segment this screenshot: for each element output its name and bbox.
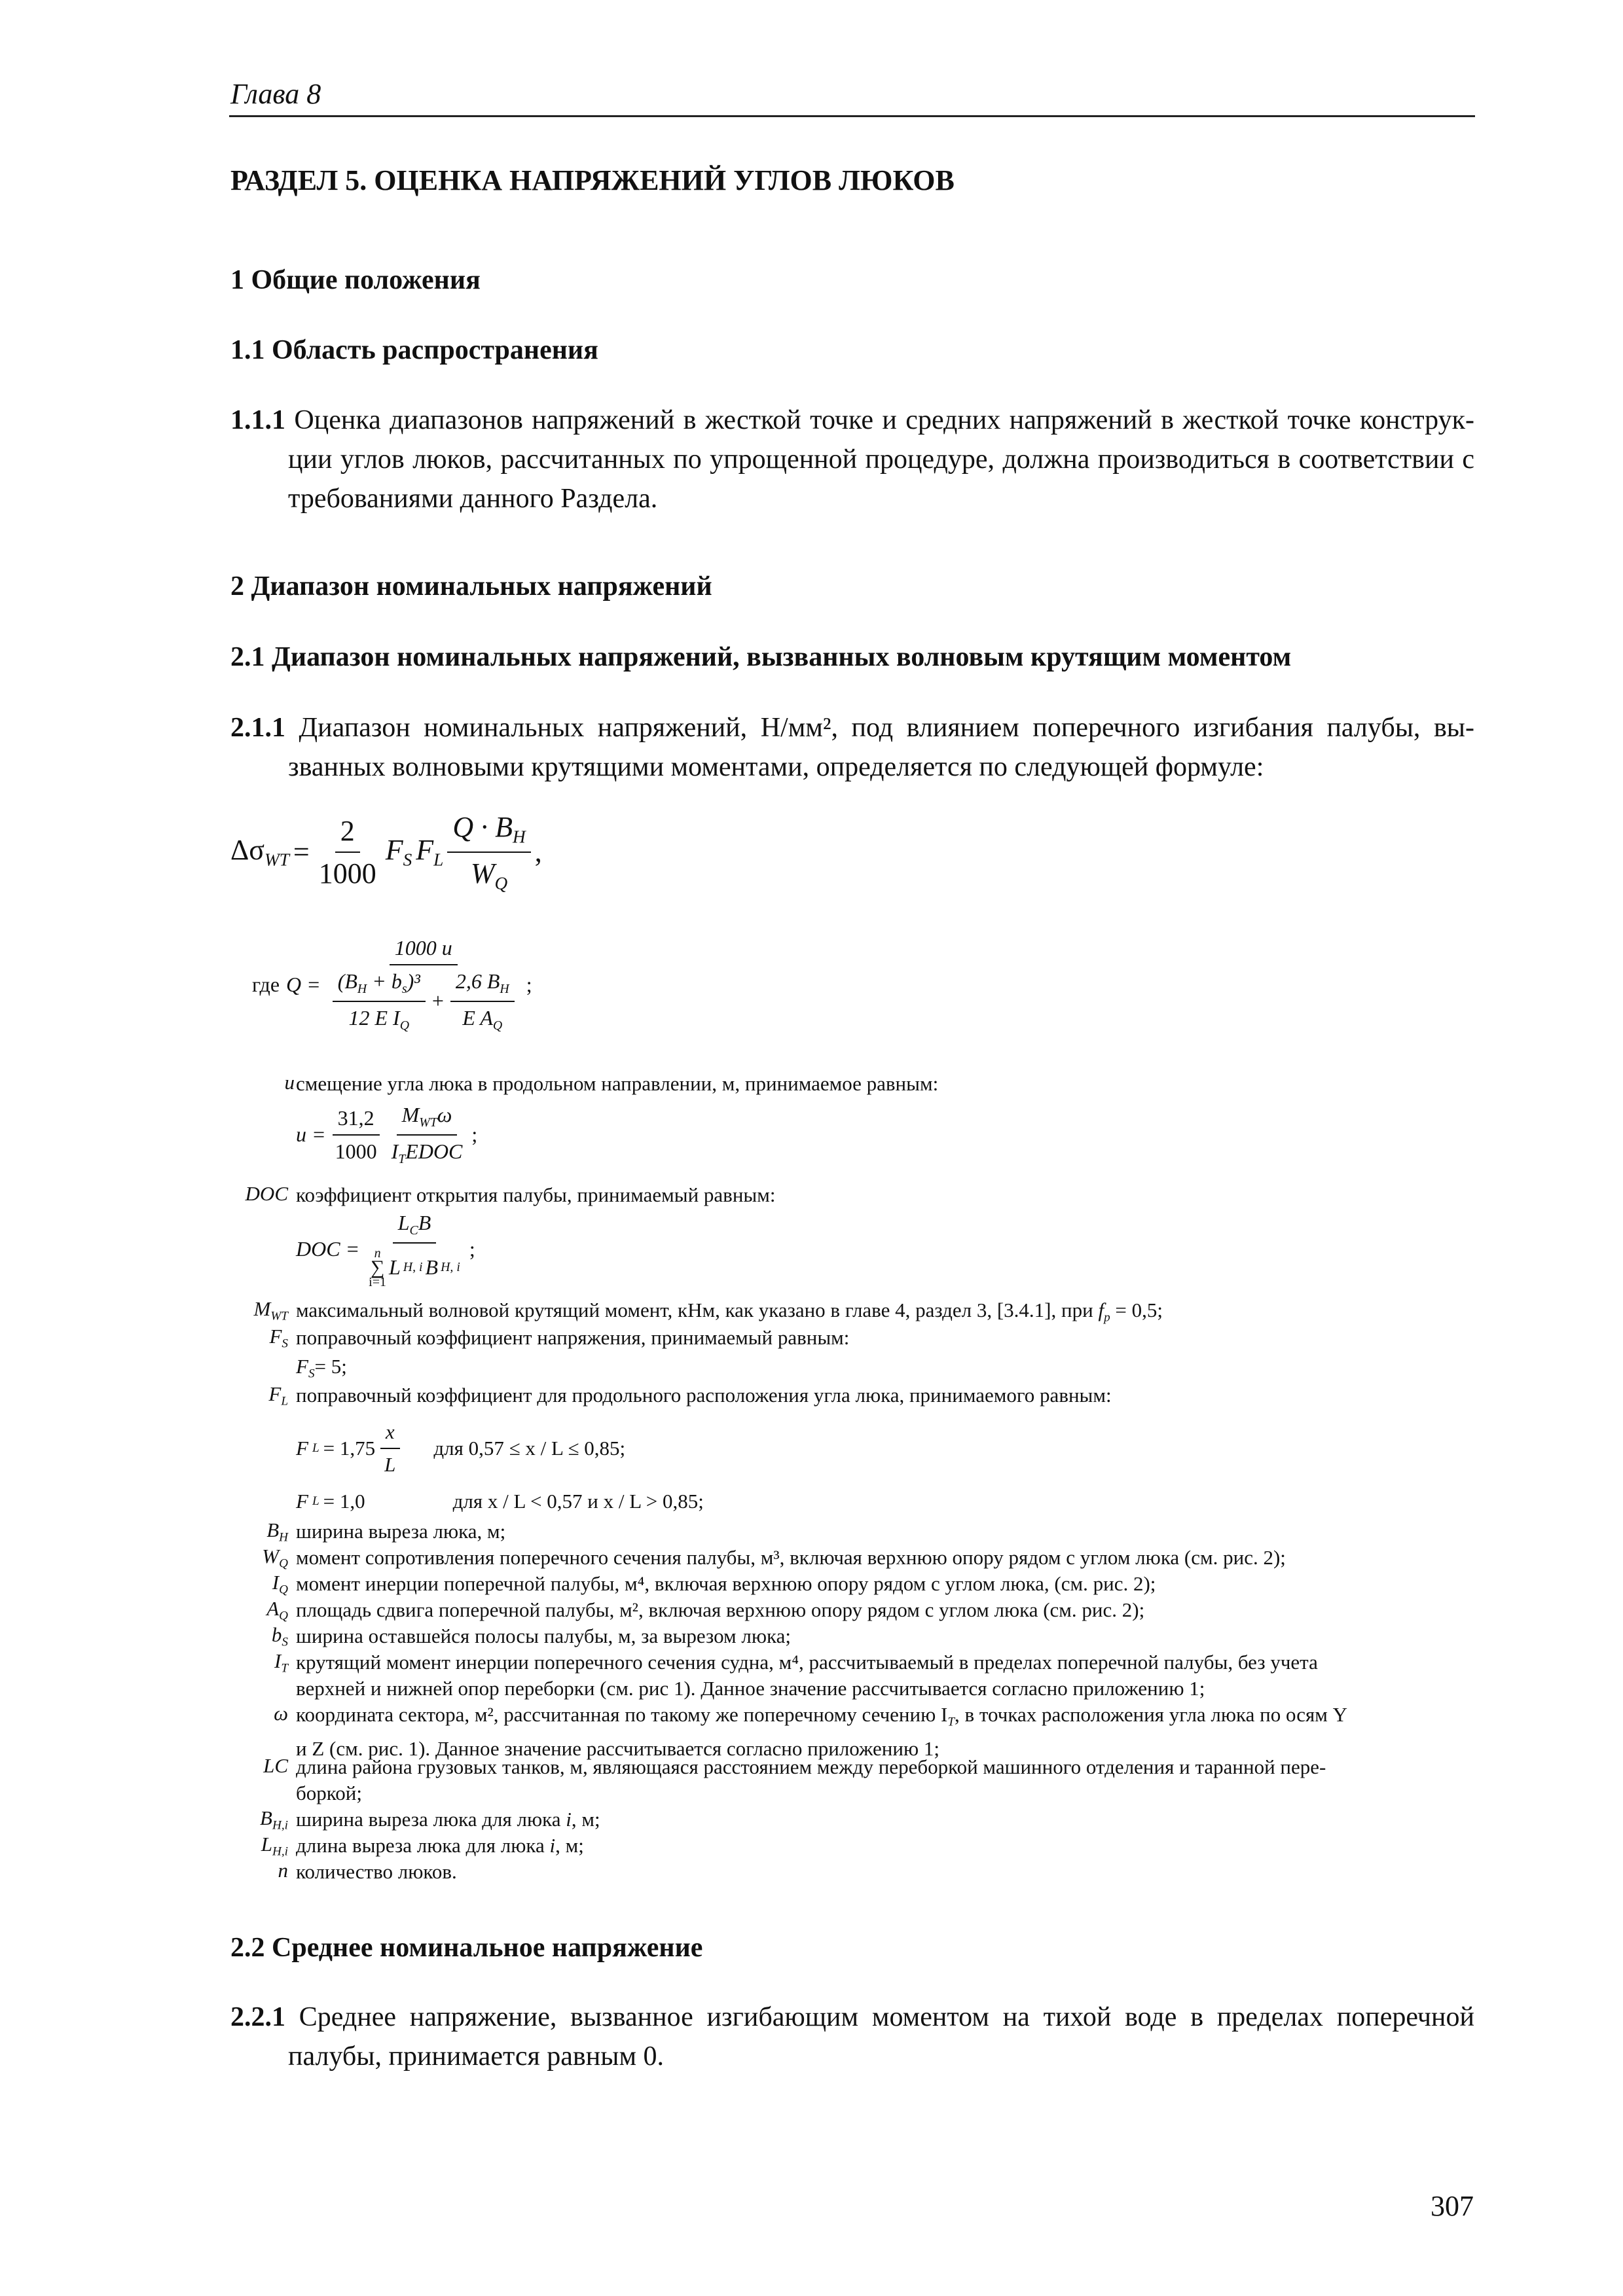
page-number: 307: [1431, 2190, 1474, 2222]
formula-fl-2: F L = 1,0 для x / L < 0,57 и x / L > 0,85;: [296, 1490, 704, 1513]
definition-row-mwt: [236, 1297, 1480, 1323]
paragraph-continuation: ции углов люков, рассчитанных по упрощенной процедуре, должна производиться в соответствии с требованиями данного Раздела.: [288, 444, 1474, 514]
formula-doc: DOC = $L_CB$ n ∑ i=1 L H, i B H, i ;: [296, 1211, 475, 1289]
definition-row: [236, 1071, 1480, 1097]
definition-symbol: u: [284, 1071, 295, 1094]
definition-row-lhi: $L_{H,i}$ длина выреза люка для люка i, м;: [261, 1833, 584, 1859]
definition-symbol: $F_L$: [268, 1382, 288, 1408]
paragraph-number: 1.1.1: [230, 405, 285, 435]
formula-equals: =: [293, 836, 310, 869]
formula-q-lhs: Q =: [286, 972, 321, 996]
paragraph-2-1-1-first-line: [230, 708, 1474, 747]
formula-fs: $F_S= 5$;: [296, 1355, 347, 1381]
paragraph-continuation: званных волновыми крутящими моментами, определяется по следующей формуле:: [288, 752, 1264, 782]
formula-q-fraction: 1000 u $\frac{(B_H + b_s)^3}{12 E I_Q}$ + $\frac{2,6 B_H}{E A_Q}$: [327, 936, 520, 1033]
definition-row: [236, 1182, 1480, 1208]
section-title: РАЗДЕЛ 5. ОЦЕНКА НАПРЯЖЕНИЙ УГЛОВ ЛЮКОВ: [230, 164, 955, 196]
formula-delta-sigma: [230, 810, 542, 893]
definition-row-iq: $I_Q$ момент инерции поперечной палубы, м⁴, включая верхнюю опору рядом с углом люка, (см. рис. 2);: [272, 1571, 1156, 1597]
chapter-header: Глава 8: [230, 78, 321, 110]
definition-row-aq: $A_Q$ площадь сдвига поперечной палубы, м², включая верхнюю опору рядом с углом люка (см. рис. 2);: [266, 1597, 1145, 1623]
heading-2-2: 2.2 Среднее номинальное напряжение: [230, 1933, 703, 1963]
paragraph-text: Диапазон номинальных напряжений, Н/мм², под влиянием поперечного изгибания палубы, вы-: [299, 713, 1474, 743]
formula-q: где Q = 1000 u $\frac{(B_H + b_s)^3}{12 E I_Q}$ + $\frac{2,6 B_H}{E A_Q}$ ;: [252, 936, 532, 1033]
paragraph-2-2-1-first-line: [230, 1998, 1474, 2037]
definition-row-wq: $W_Q$ момент сопротивления поперечного сечения палубы, м³, включая верхнюю опору рядом с углом люка (см. рис. 2);: [262, 1545, 1286, 1571]
paragraph-2-1-1: [230, 708, 1474, 787]
definition-row-fl: [236, 1382, 1480, 1408]
definition-text: максимальный волновой крутящий момент, кНм, как указано в главе 4, раздел 3, [3.4.1], при $f_p = 0,5$;: [296, 1299, 1163, 1325]
heading-1: 1 Общие положения: [230, 265, 481, 295]
paragraph-1-1-1-first-line: [230, 401, 1474, 440]
definition-row-fs: [236, 1325, 1480, 1351]
formula-fraction-1: $\frac{2}{1000}$: [318, 814, 376, 889]
header-rule: [229, 115, 1475, 117]
definition-row-bhi: $B_{H,i}$ ширина выреза люка для люка i, м;: [260, 1806, 600, 1833]
definition-row-n: n количество люков.: [278, 1859, 457, 1883]
definition-text: смещение угла люка в продольном направлении, м, принимаемое равным:: [296, 1072, 939, 1095]
definition-text: поправочный коэффициент напряжения, принимаемый равным:: [296, 1326, 850, 1349]
definition-text: поправочный коэффициент для продольного расположения угла люка, принимаемого равным:: [296, 1384, 1112, 1407]
where-label: где: [252, 972, 280, 996]
paragraph-continuation: палубы, принимается равным 0.: [288, 2041, 665, 2072]
paragraph-2-2-1: [230, 1998, 1474, 2076]
paragraph-text: Среднее напряжение, вызванное изгибающим моментом на тихой воде в пределах поперечной: [299, 2002, 1475, 2032]
definition-symbol: $M_{WT}$: [253, 1297, 288, 1323]
heading-1-1: 1.1 Область распространения: [230, 335, 598, 365]
formula-u: u = $\frac{31,2}{1000}$ $\frac{M_{WT}\omega}{I_TEDOC}$ ;: [296, 1103, 478, 1166]
heading-2: 2 Диапазон номинальных напряжений: [230, 571, 712, 601]
definition-row-omega: ω координата сектора, м², рассчитанная по такому же поперечному сечению $I_T$, в точках расположения угла люка по осям Y и Z (см. рис. 1). Данное значение рассчитывается согласно приложению 1;: [274, 1702, 1348, 1760]
formula-fl-1: F L = 1,75 $\frac{x}{L}$ для 0,57 ≤ x / L ≤ 0,85;: [296, 1420, 626, 1476]
definition-row-bh: $B_H$ ширина выреза люка, м;: [266, 1518, 506, 1545]
definition-row-lc: LC длина района грузовых танков, м, являющаяся расстоянием между переборкой машинного отделения и таранной пере- боркой;: [263, 1754, 1326, 1804]
formula-comma: ,: [534, 836, 542, 869]
formula-fraction-2: $\frac{Q \cdot B_H}{W_Q}$: [447, 810, 530, 893]
definition-row-it: $I_T$ крутящий момент инерции поперечного сечения судна, м⁴, рассчитываемый в пределах поперечной палубы, без учета верхней и нижней опор переборки (см. рис 1). Данное значение рассчитывается согласно приложению 1;: [274, 1649, 1318, 1700]
heading-2-1: 2.1 Диапазон номинальных напряжений, вызванных волновым крутящим моментом: [230, 642, 1292, 672]
paragraph-number: 2.1.1: [230, 713, 285, 743]
formula-fs: $F_S$: [385, 834, 412, 870]
definition-symbol: $F_S$: [269, 1325, 288, 1351]
paragraph-text: Оценка диапазонов напряжений в жесткой точке и средних напряжений в жесткой точке конструк-: [294, 405, 1475, 435]
formula-fl: $F_L$: [416, 834, 444, 870]
paragraph-1-1-1: [230, 401, 1474, 518]
paragraph-number: 2.2.1: [230, 2002, 285, 2032]
definition-symbol: DOC: [245, 1182, 288, 1205]
definition-row-bs: $b_S$ ширина оставшейся полосы палубы, м, за вырезом люка;: [271, 1623, 791, 1649]
definition-text: коэффициент открытия палубы, принимаемый равным:: [296, 1183, 776, 1206]
formula-lhs: $\Delta\sigma_{WT}$: [230, 834, 289, 870]
